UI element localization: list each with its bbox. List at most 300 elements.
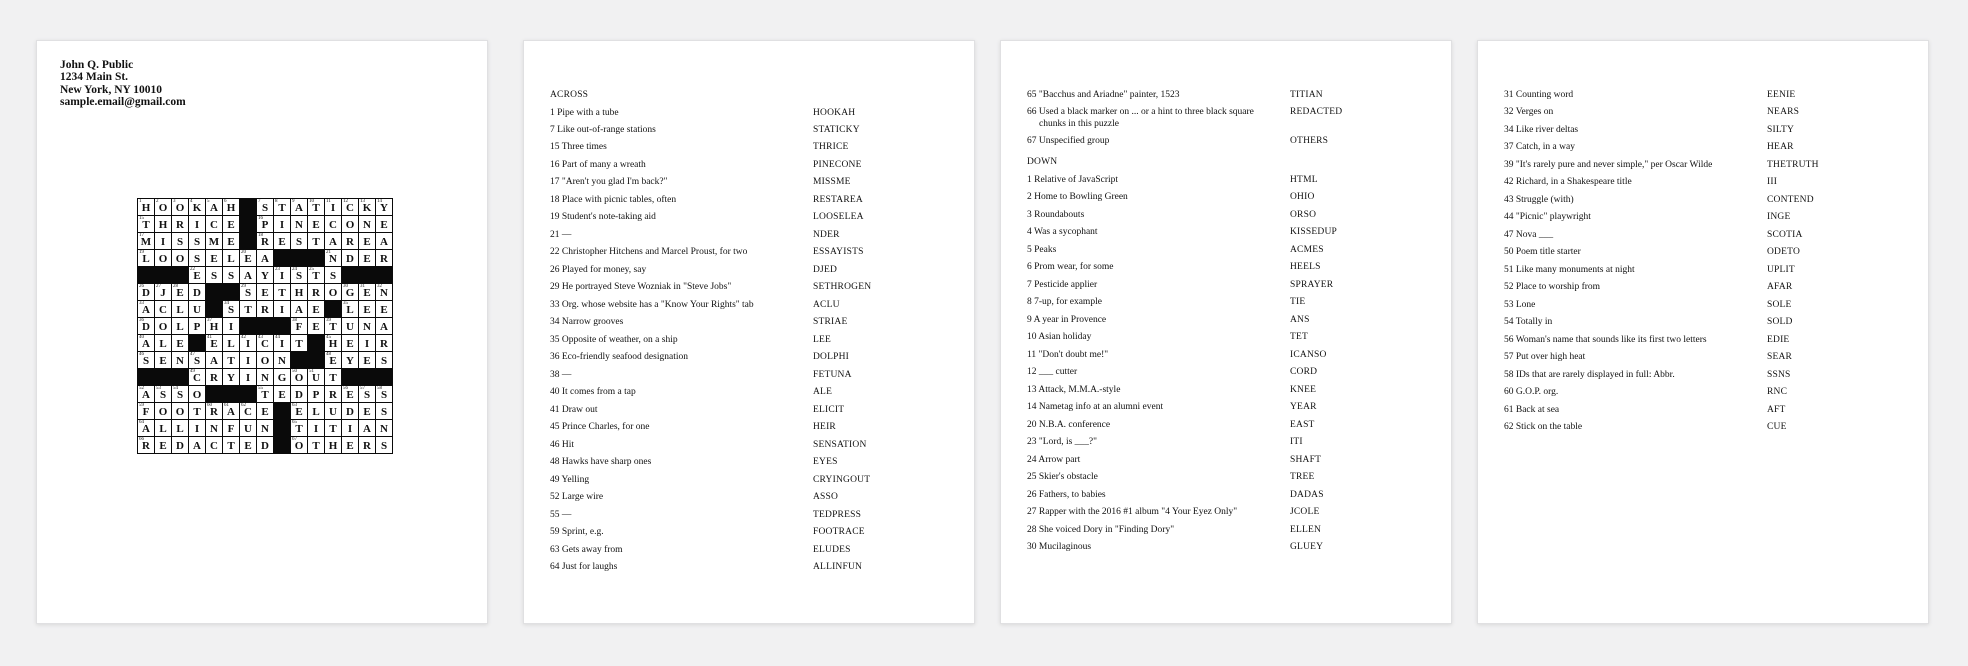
cell-number: 53 [156, 386, 161, 391]
clue-text: 61 Back at sea [1504, 404, 1560, 415]
cell-letter: L [227, 253, 235, 265]
cell-letter: R [142, 440, 150, 452]
cell-letter: N [261, 372, 269, 384]
cell-number: 40 [139, 335, 144, 340]
cell-letter: G [345, 287, 355, 299]
clue-answer: ASSO [813, 492, 839, 503]
cell-letter: S [244, 287, 252, 299]
clue-text: 51 Like many monuments at night [1504, 264, 1635, 275]
cell-letter: E [380, 304, 388, 316]
black-square [189, 335, 205, 351]
clue-row [550, 160, 962, 171]
cell-letter: O [158, 202, 168, 214]
black-square [291, 352, 307, 368]
clue-answer: III [1767, 177, 1778, 188]
letter-cell [376, 352, 392, 368]
clue-row [550, 370, 962, 381]
clue-text: 66 Used a black marker on ... or a hint to three black square chunks in this puzzle [1027, 107, 1254, 129]
clue-row [550, 387, 962, 398]
clue-row [1027, 525, 1439, 536]
letter-cell [172, 233, 188, 249]
clue-text: 6 Prom wear, for some [1027, 262, 1114, 273]
clue-row [1027, 192, 1439, 203]
letter-cell [138, 284, 154, 300]
letter-cell [172, 403, 188, 419]
cell-letter: I [245, 372, 251, 384]
clue-answer: STATICKY [813, 124, 860, 135]
letter-cell [308, 369, 324, 385]
letter-cell [223, 216, 239, 232]
cell-number: 6 [224, 199, 227, 204]
clue-answer: SEAR [1767, 352, 1793, 363]
cell-letter: E [278, 236, 286, 248]
cell-letter: I [160, 236, 166, 248]
clue-answer: RESTAREA [813, 194, 863, 205]
letter-cell [223, 233, 239, 249]
cell-letter: E [159, 355, 167, 367]
cell-letter: R [261, 236, 269, 248]
clue-answer: SHAFT [1290, 454, 1322, 465]
cell-letter: S [176, 389, 184, 401]
clue-answer: FOOTRACE [813, 527, 865, 538]
clue-answer: THETRUTH [1767, 159, 1819, 170]
cell-number: 17 [139, 233, 144, 238]
letter-cell [308, 267, 324, 283]
mixed-clue-list [1027, 90, 1439, 560]
letter-cell [172, 199, 188, 215]
clue-answer: HEIR [813, 422, 836, 433]
cell-letter: C [159, 304, 167, 316]
clue-text: 53 Lone [1504, 299, 1536, 310]
cell-letter: T [329, 423, 337, 435]
clue-text: 52 Place to worship from [1504, 282, 1601, 293]
letter-cell [189, 284, 205, 300]
cell-letter: S [380, 440, 388, 452]
clue-row [1504, 177, 1916, 188]
cell-number: 30 [343, 284, 348, 289]
clue-text: 28 She voiced Dory in "Finding Dory" [1027, 524, 1175, 535]
clue-row [1027, 350, 1439, 361]
clue-answer: STRIAE [813, 317, 848, 328]
cell-letter: D [193, 287, 201, 299]
clue-answer: TEDPRESS [813, 509, 862, 520]
letter-cell [376, 233, 392, 249]
page-3 [1000, 40, 1452, 624]
black-square [274, 318, 290, 334]
clue-answer: ALE [813, 387, 833, 398]
clue-row [1504, 282, 1916, 293]
down-rows-page3 [1027, 175, 1439, 553]
letter-cell [172, 437, 188, 453]
clue-row [1504, 422, 1916, 433]
black-square [138, 267, 154, 283]
letter-cell [257, 335, 273, 351]
clue-row [1027, 542, 1439, 553]
letter-cell [155, 335, 171, 351]
cell-letter: I [245, 338, 251, 350]
letter-cell [189, 318, 205, 334]
cell-letter: T [193, 406, 201, 418]
down-heading: DOWN [1027, 156, 1058, 167]
clue-row [550, 562, 962, 573]
letter-cell [376, 403, 392, 419]
letter-cell [359, 403, 375, 419]
cell-letter: S [261, 202, 269, 214]
across-rows-page2 [550, 108, 962, 574]
letter-cell [325, 216, 341, 232]
cell-letter: O [294, 372, 304, 384]
letter-cell [172, 318, 188, 334]
letter-cell [206, 199, 222, 215]
letter-cell [291, 216, 307, 232]
clue-answer: GLUEY [1290, 542, 1324, 553]
cell-letter: S [380, 389, 388, 401]
clue-answer: AFT [1767, 404, 1786, 415]
address-city: New York, NY 10010 [60, 83, 163, 96]
clue-row [1504, 405, 1916, 416]
letter-cell [172, 420, 188, 436]
cell-number: 18 [258, 233, 263, 238]
clue-row [1504, 195, 1916, 206]
letter-cell [325, 335, 341, 351]
across-clue-list [550, 90, 962, 580]
letter-cell [291, 403, 307, 419]
cell-letter: D [346, 406, 354, 418]
letter-cell [240, 301, 256, 317]
clue-answer: OTHERS [1290, 136, 1329, 147]
cell-letter: A [142, 423, 150, 435]
letter-cell [257, 250, 273, 266]
clue-row [1027, 455, 1439, 466]
black-square [206, 301, 222, 317]
letter-cell [376, 284, 392, 300]
clue-text: 57 Put over high heat [1504, 352, 1586, 363]
letter-cell [274, 233, 290, 249]
clue-answer: ICANSO [1290, 349, 1327, 360]
clue-text: 32 Verges on [1504, 107, 1554, 118]
letter-cell [172, 335, 188, 351]
cell-letter: E [193, 270, 201, 282]
clue-answer: UPLIT [1767, 264, 1795, 275]
cell-letter: O [158, 253, 168, 265]
cell-letter: T [312, 236, 320, 248]
cell-number: 59 [139, 403, 144, 408]
letter-cell [155, 233, 171, 249]
letter-cell [240, 335, 256, 351]
cell-letter: E [363, 236, 371, 248]
clue-answer: SSNS [1767, 369, 1791, 380]
cell-letter: P [193, 321, 201, 333]
black-square [308, 352, 324, 368]
letter-cell [172, 284, 188, 300]
clue-answer: TET [1290, 332, 1309, 343]
cell-letter: E [176, 338, 184, 350]
clue-answer: YEAR [1290, 402, 1317, 413]
letter-cell [206, 369, 222, 385]
clue-answer: LOOSELEA [813, 212, 864, 223]
cell-number: 46 [139, 352, 144, 357]
cell-number: 65 [292, 420, 297, 425]
letter-cell [223, 199, 239, 215]
clue-answer: HOOKAH [813, 107, 856, 118]
letter-cell [155, 318, 171, 334]
cell-letter: I [279, 270, 285, 282]
letter-cell [240, 352, 256, 368]
clue-answer: EYES [813, 457, 838, 468]
cell-number: 51 [309, 369, 314, 374]
clue-text: 11 "Don't doubt me!" [1027, 349, 1109, 360]
clue-row [550, 492, 962, 503]
letter-cell [342, 386, 358, 402]
clue-answer: KNEE [1290, 384, 1317, 395]
letter-cell [376, 437, 392, 453]
clue-row [1504, 370, 1916, 381]
cell-letter: N [176, 355, 184, 367]
cell-letter: T [278, 202, 286, 214]
letter-cell [342, 216, 358, 232]
clue-text: 63 Gets away from [550, 544, 623, 555]
cell-letter: Y [261, 270, 269, 282]
clue-answer: REDACTED [1290, 107, 1343, 118]
letter-cell [342, 233, 358, 249]
letter-cell [240, 437, 256, 453]
clue-text: 43 Struggle (with) [1504, 194, 1574, 205]
clue-answer: ODETO [1767, 247, 1801, 258]
clue-text: 37 Catch, in a way [1504, 142, 1575, 153]
clue-text: 55 — [550, 509, 572, 520]
letter-cell [172, 386, 188, 402]
cell-letter: Y [346, 355, 354, 367]
cell-letter: T [329, 321, 337, 333]
black-square [257, 318, 273, 334]
black-square [223, 386, 239, 402]
cell-letter: U [312, 372, 320, 384]
cell-letter: E [227, 236, 235, 248]
letter-cell [206, 318, 222, 334]
letter-cell [342, 301, 358, 317]
cell-letter: I [364, 338, 370, 350]
letter-cell [291, 284, 307, 300]
cell-letter: E [363, 355, 371, 367]
clue-text: 2 Home to Bowling Green [1027, 192, 1128, 203]
cell-number: 38 [292, 318, 297, 323]
clue-row [550, 352, 962, 363]
address-email: sample.email@gmail.com [60, 96, 186, 109]
cell-number: 66 [139, 437, 144, 442]
letter-cell [138, 199, 154, 215]
clue-text: 49 Yelling [550, 474, 590, 485]
letter-cell [257, 233, 273, 249]
clue-text: 50 Poem title starter [1504, 247, 1581, 258]
letter-cell [359, 216, 375, 232]
cell-letter: O [175, 253, 185, 265]
clue-text: 10 Asian holiday [1027, 332, 1092, 343]
clue-row [1504, 107, 1916, 118]
clue-answer: HTML [1290, 174, 1318, 185]
letter-cell [172, 301, 188, 317]
clue-text: 24 Arrow part [1027, 454, 1081, 465]
clue-answer: HEELS [1290, 262, 1321, 273]
cell-number: 47 [190, 352, 195, 357]
cell-letter: D [176, 440, 184, 452]
cell-letter: I [279, 304, 285, 316]
letter-cell [325, 403, 341, 419]
cell-letter: J [160, 287, 166, 299]
letter-cell [155, 216, 171, 232]
clue-text: 5 Peaks [1027, 244, 1057, 255]
cell-number: 27 [156, 284, 161, 289]
cell-letter: U [346, 321, 354, 333]
cell-letter: L [159, 338, 167, 350]
clue-row [550, 300, 962, 311]
letter-cell [325, 284, 341, 300]
clue-row [550, 475, 962, 486]
cell-number: 58 [377, 386, 382, 391]
clue-answer: NDER [813, 229, 840, 240]
cell-number: 48 [326, 352, 331, 357]
clue-answer: PINECONE [813, 159, 862, 170]
cell-letter: N [295, 219, 303, 231]
cell-number: 8 [275, 199, 278, 204]
cell-letter: I [245, 355, 251, 367]
cell-letter: R [312, 287, 320, 299]
letter-cell [240, 403, 256, 419]
clue-row [1027, 420, 1439, 431]
cell-letter: A [295, 304, 303, 316]
letter-cell [342, 352, 358, 368]
clue-text: 22 Christopher Hitchens and Marcel Proust, for two [550, 247, 748, 258]
black-square [223, 284, 239, 300]
cell-letter: E [363, 253, 371, 265]
cell-letter: T [329, 372, 337, 384]
cell-letter: R [176, 219, 184, 231]
cell-number: 5 [207, 199, 210, 204]
clue-row [550, 125, 962, 136]
cell-number: 7 [258, 199, 261, 204]
cell-letter: E [159, 440, 167, 452]
letter-cell [376, 335, 392, 351]
cell-letter: S [380, 406, 388, 418]
cell-number: 22 [190, 267, 195, 272]
cell-number: 21 [326, 250, 331, 255]
cell-number: 43 [258, 335, 263, 340]
letter-cell [376, 420, 392, 436]
letter-cell [223, 403, 239, 419]
letter-cell [257, 437, 273, 453]
across-rows-page3 [1027, 90, 1439, 148]
letter-cell [308, 301, 324, 317]
clue-row [1504, 335, 1916, 346]
cell-letter: S [176, 236, 184, 248]
letter-cell [291, 386, 307, 402]
letter-cell [291, 233, 307, 249]
clue-answer: TITIAN [1290, 90, 1323, 100]
letter-cell [291, 335, 307, 351]
clue-answer: SOLE [1767, 299, 1792, 310]
letter-cell [189, 199, 205, 215]
cell-letter: D [261, 440, 269, 452]
cell-letter: A [261, 253, 269, 265]
cell-letter: I [279, 219, 285, 231]
clue-row [1027, 175, 1439, 186]
black-square [138, 369, 154, 385]
cell-number: 3 [173, 199, 176, 204]
letter-cell [376, 301, 392, 317]
letter-cell [274, 352, 290, 368]
clue-answer: ACMES [1290, 244, 1324, 255]
cell-number: 23 [275, 267, 280, 272]
cell-number: 13 [360, 199, 365, 204]
cell-letter: T [261, 389, 269, 401]
black-square [240, 216, 256, 232]
cell-number: 45 [326, 335, 331, 340]
clue-text: 46 Hit [550, 439, 575, 450]
cell-letter: H [328, 338, 338, 350]
cell-letter: O [294, 440, 304, 452]
letter-cell [240, 267, 256, 283]
black-square [172, 369, 188, 385]
cell-letter: I [279, 338, 285, 350]
clue-row [1027, 107, 1439, 130]
letter-cell [308, 199, 324, 215]
cell-letter: I [194, 219, 200, 231]
cell-number: 56 [343, 386, 348, 391]
cell-letter: D [142, 287, 150, 299]
black-square [308, 250, 324, 266]
letter-cell [359, 335, 375, 351]
letter-cell [155, 437, 171, 453]
letter-cell [189, 233, 205, 249]
black-square [359, 369, 375, 385]
cell-number: 44 [275, 335, 280, 340]
clue-row [1504, 300, 1916, 311]
letter-cell [359, 437, 375, 453]
clue-answer: NEARS [1767, 107, 1800, 118]
cell-number: 26 [139, 284, 144, 289]
clue-answer: THRICE [813, 142, 849, 153]
clue-text: 8 7-up, for example [1027, 297, 1102, 308]
clue-answer: DADAS [1290, 489, 1324, 500]
letter-cell [172, 250, 188, 266]
cell-letter: T [142, 219, 150, 231]
clue-text: 44 "Picnic" playwright [1504, 212, 1591, 223]
cell-letter: T [295, 338, 303, 350]
clue-answer: RNC [1767, 387, 1788, 398]
clue-row [550, 108, 962, 119]
letter-cell [189, 386, 205, 402]
clue-row [550, 247, 962, 258]
clue-answer: SETHROGEN [813, 282, 872, 293]
clue-answer: ANS [1290, 314, 1310, 325]
clue-text: 59 Sprint, e.g. [550, 527, 604, 538]
letter-cell [291, 369, 307, 385]
black-square [240, 386, 256, 402]
letter-cell [189, 216, 205, 232]
letter-cell [342, 284, 358, 300]
cell-letter: E [210, 253, 218, 265]
cell-letter: I [313, 423, 319, 435]
cell-letter: O [260, 355, 270, 367]
letter-cell [308, 386, 324, 402]
clue-row [550, 510, 962, 521]
letter-cell [291, 301, 307, 317]
cell-letter: D [346, 253, 354, 265]
clue-row [550, 177, 962, 188]
sender-address [60, 59, 186, 109]
clue-answer: TREE [1290, 472, 1315, 483]
cell-number: 49 [190, 369, 195, 374]
cell-number: 1 [139, 199, 142, 204]
